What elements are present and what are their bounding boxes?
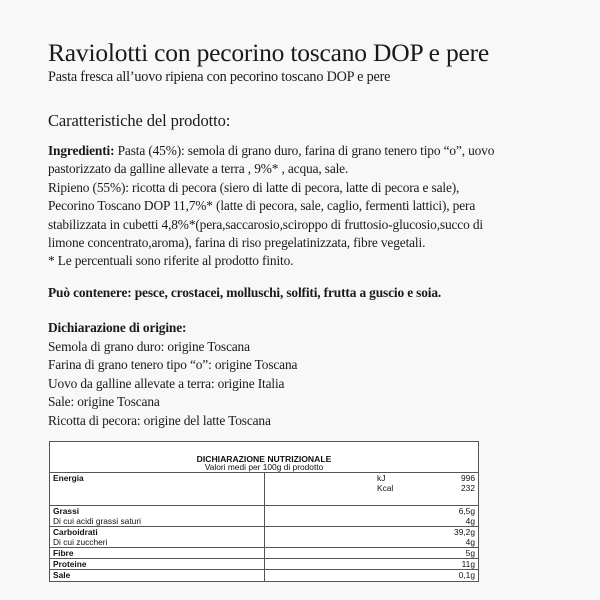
sugars-label: Di cui zuccheri (53, 537, 108, 548)
origin-line: Uovo da galline allevate a terra: origine Italia (48, 375, 285, 391)
table-row-fibre (50, 548, 478, 559)
salt-value: 0,1g (458, 570, 475, 580)
carbs-label-cell (50, 527, 265, 547)
energy-label-cell (50, 473, 265, 505)
ingredients-block (48, 142, 588, 271)
protein-label: Proteine (53, 559, 87, 569)
ingredients-line: Pecorino Toscano DOP 11,7%* (latte di pecora, sale, caglio, fermenti lattici), pera (48, 198, 476, 214)
saturated-fats-label: Di cui acidi grassi saturi (53, 516, 141, 527)
protein-value: 11g (461, 559, 475, 569)
origin-heading: Dichiarazione di origine: (48, 320, 187, 335)
page-title: Raviolotti con pecorino toscano DOP e pere (48, 38, 490, 67)
salt-label-cell (50, 570, 265, 581)
unit-kj: kJ (377, 473, 386, 483)
fibre-value-cell (265, 548, 478, 558)
salt-label: Sale (53, 570, 71, 580)
origin-block (48, 319, 297, 431)
carbs-label: Carboidrati (53, 527, 98, 537)
page-subtitle: Pasta fresca all’uovo ripiena con pecorino toscano DOP e pere (48, 69, 391, 85)
nutrition-title: DICHIARAZIONE NUTRIZIONALE (196, 454, 332, 464)
characteristics-heading: Caratteristiche del prodotto: (48, 111, 231, 130)
carbs-value: 39,2g (454, 527, 475, 537)
energy-value-cell (265, 473, 478, 505)
ingredients-line: stabilizzata in cubetti 4,8%*(pera,saccarosio,sciroppo di fruttosio-glucosio,succo di (48, 216, 483, 232)
nutrition-table-header (50, 442, 478, 473)
salt-value-cell (265, 570, 478, 581)
energy-label: Energia (53, 473, 84, 483)
carbs-value-cell (265, 527, 478, 547)
protein-value-cell (265, 559, 478, 569)
origin-line: Farina di grano tenero tipo “o”: origine Toscana (48, 357, 298, 373)
fats-label: Grassi (53, 506, 80, 516)
ingredients-line: Ripieno (55%): ricotta di pecora (siero di latte di pecora, latte di pecora e sale), (48, 179, 460, 195)
origin-line: Sale: origine Toscana (48, 394, 160, 410)
protein-label-cell (50, 559, 265, 569)
energy-values (461, 473, 475, 494)
table-row-protein (50, 559, 478, 570)
sugars-value: 4g (465, 537, 475, 548)
fibre-label-cell (50, 548, 265, 558)
nutrition-table (49, 441, 479, 582)
table-row-energy (50, 473, 478, 506)
origin-line: Ricotta di pecora: origine del latte Toscana (48, 412, 271, 428)
saturated-fats-value: 4g (465, 516, 475, 527)
value-kj: 996 (461, 473, 475, 483)
ingredients-text: Pasta (45%): semola di grano duro, farina di grano tenero tipo “o”, uovo (114, 143, 495, 158)
fats-value-cell (265, 506, 478, 526)
fats-value: 6,5g (458, 506, 475, 516)
ingredients-line (48, 142, 588, 160)
ingredients-label: Ingredienti: (48, 143, 115, 158)
nutrition-subtitle: Valori medi per 100g di prodotto (204, 462, 324, 472)
table-row-carbs (50, 527, 478, 548)
fats-label-cell (50, 506, 265, 526)
value-kcal: 232 (461, 483, 475, 494)
table-row-fats (50, 506, 478, 527)
fibre-label: Fibre (53, 548, 74, 558)
ingredients-line: pastorizzato da galline allevate a terra , 9%* , acqua, sale. (48, 161, 349, 177)
origin-line: Semola di grano duro: origine Toscana (48, 338, 250, 354)
ingredients-line: limone concentrato,aroma), farina di riso pregelatinizzata, fibre vegetali. (48, 235, 426, 251)
unit-kcal: Kcal (377, 483, 394, 494)
ingredients-footnote: * Le percentuali sono riferite al prodotto finito. (48, 253, 294, 269)
table-row-salt (50, 570, 478, 581)
energy-units (377, 473, 393, 494)
allergens-statement: Può contenere: pesce, crostacei, molluschi, solfiti, frutta a guscio e soia. (48, 285, 442, 300)
fibre-value: 5g (465, 548, 475, 558)
